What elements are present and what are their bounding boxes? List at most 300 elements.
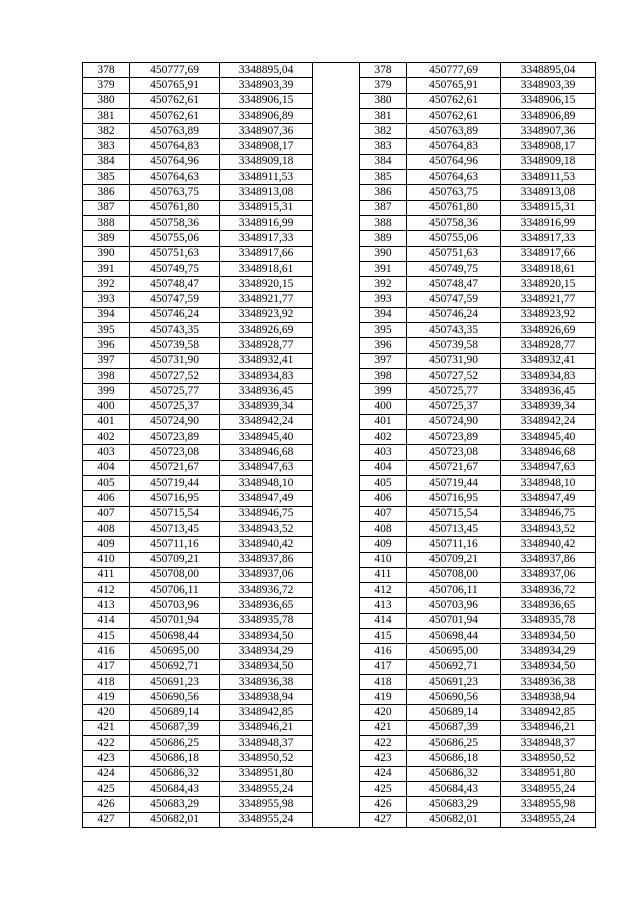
left-y-coordinate: 3348955,98	[220, 797, 313, 812]
left-x-coordinate: 450749,75	[130, 261, 220, 276]
left-point-number: 381	[83, 108, 130, 123]
table-row	[83, 231, 596, 246]
right-point-number: 417	[360, 659, 407, 674]
table-row	[83, 215, 596, 230]
right-x-coordinate: 450762,61	[407, 108, 501, 123]
left-y-coordinate: 3348936,38	[220, 674, 313, 689]
right-y-coordinate: 3348923,92	[501, 307, 596, 322]
left-point-number: 419	[83, 690, 130, 705]
left-x-coordinate: 450682,01	[130, 812, 220, 827]
left-y-coordinate: 3348937,06	[220, 567, 313, 582]
left-y-coordinate: 3348939,34	[220, 399, 313, 414]
column-gap	[313, 736, 360, 751]
left-x-coordinate: 450708,00	[130, 567, 220, 582]
right-x-coordinate: 450683,29	[407, 797, 501, 812]
left-y-coordinate: 3348936,45	[220, 384, 313, 399]
column-gap	[313, 368, 360, 383]
column-gap	[313, 659, 360, 674]
left-y-coordinate: 3348923,92	[220, 307, 313, 322]
left-y-coordinate: 3348946,68	[220, 445, 313, 460]
left-point-number: 427	[83, 812, 130, 827]
left-x-coordinate: 450755,06	[130, 231, 220, 246]
right-x-coordinate: 450713,45	[407, 521, 501, 536]
left-y-coordinate: 3348907,36	[220, 124, 313, 139]
table-row	[83, 185, 596, 200]
right-x-coordinate: 450701,94	[407, 613, 501, 628]
right-x-coordinate: 450690,56	[407, 690, 501, 705]
left-x-coordinate: 450683,29	[130, 797, 220, 812]
left-y-coordinate: 3348928,77	[220, 338, 313, 353]
right-point-number: 390	[360, 246, 407, 261]
left-point-number: 399	[83, 384, 130, 399]
left-x-coordinate: 450748,47	[130, 277, 220, 292]
right-y-coordinate: 3348950,52	[501, 751, 596, 766]
right-x-coordinate: 450739,58	[407, 338, 501, 353]
table-row	[83, 736, 596, 751]
column-gap	[313, 215, 360, 230]
right-point-number: 383	[360, 139, 407, 154]
table-row	[83, 93, 596, 108]
column-gap	[313, 384, 360, 399]
right-y-coordinate: 3348921,77	[501, 292, 596, 307]
left-x-coordinate: 450689,14	[130, 705, 220, 720]
right-y-coordinate: 3348948,10	[501, 476, 596, 491]
table-row	[83, 598, 596, 613]
column-gap	[313, 476, 360, 491]
right-y-coordinate: 3348935,78	[501, 613, 596, 628]
right-x-coordinate: 450709,21	[407, 552, 501, 567]
right-y-coordinate: 3348934,50	[501, 628, 596, 643]
left-point-number: 389	[83, 231, 130, 246]
right-x-coordinate: 450686,18	[407, 751, 501, 766]
table-row	[83, 674, 596, 689]
table-row	[83, 766, 596, 781]
left-y-coordinate: 3348934,50	[220, 628, 313, 643]
right-point-number: 410	[360, 552, 407, 567]
left-y-coordinate: 3348940,42	[220, 537, 313, 552]
right-x-coordinate: 450703,96	[407, 598, 501, 613]
right-point-number: 418	[360, 674, 407, 689]
right-x-coordinate: 450691,23	[407, 674, 501, 689]
table-row	[83, 200, 596, 215]
table-row	[83, 323, 596, 338]
right-point-number: 395	[360, 323, 407, 338]
table-row	[83, 491, 596, 506]
right-point-number: 414	[360, 613, 407, 628]
table-row	[83, 292, 596, 307]
table-row	[83, 430, 596, 445]
right-point-number: 393	[360, 292, 407, 307]
right-x-coordinate: 450692,71	[407, 659, 501, 674]
right-point-number: 394	[360, 307, 407, 322]
table-row	[83, 567, 596, 582]
column-gap	[313, 552, 360, 567]
left-x-coordinate: 450684,43	[130, 781, 220, 796]
table-row	[83, 690, 596, 705]
left-x-coordinate: 450777,69	[130, 63, 220, 78]
right-x-coordinate: 450764,83	[407, 139, 501, 154]
right-point-number: 409	[360, 537, 407, 552]
right-x-coordinate: 450711,16	[407, 537, 501, 552]
right-x-coordinate: 450761,80	[407, 200, 501, 215]
right-point-number: 391	[360, 261, 407, 276]
left-point-number: 425	[83, 781, 130, 796]
left-point-number: 390	[83, 246, 130, 261]
table-row	[83, 445, 596, 460]
left-point-number: 380	[83, 93, 130, 108]
right-y-coordinate: 3348915,31	[501, 200, 596, 215]
right-y-coordinate: 3348917,66	[501, 246, 596, 261]
right-point-number: 425	[360, 781, 407, 796]
column-gap	[313, 628, 360, 643]
right-y-coordinate: 3348932,41	[501, 353, 596, 368]
left-x-coordinate: 450746,24	[130, 307, 220, 322]
left-y-coordinate: 3348946,21	[220, 720, 313, 735]
left-x-coordinate: 450721,67	[130, 460, 220, 475]
left-y-coordinate: 3348934,29	[220, 644, 313, 659]
left-point-number: 420	[83, 705, 130, 720]
left-point-number: 391	[83, 261, 130, 276]
right-x-coordinate: 450719,44	[407, 476, 501, 491]
left-y-coordinate: 3348936,65	[220, 598, 313, 613]
column-gap	[313, 598, 360, 613]
column-gap	[313, 231, 360, 246]
right-point-number: 422	[360, 736, 407, 751]
left-point-number: 393	[83, 292, 130, 307]
right-point-number: 401	[360, 414, 407, 429]
left-x-coordinate: 450686,18	[130, 751, 220, 766]
left-x-coordinate: 450711,16	[130, 537, 220, 552]
column-gap	[313, 277, 360, 292]
right-y-coordinate: 3348918,61	[501, 261, 596, 276]
right-y-coordinate: 3348916,99	[501, 215, 596, 230]
right-point-number: 419	[360, 690, 407, 705]
right-point-number: 402	[360, 430, 407, 445]
table-row	[83, 261, 596, 276]
table-row	[83, 537, 596, 552]
left-y-coordinate: 3348948,10	[220, 476, 313, 491]
right-x-coordinate: 450721,67	[407, 460, 501, 475]
right-y-coordinate: 3348928,77	[501, 338, 596, 353]
column-gap	[313, 139, 360, 154]
right-x-coordinate: 450686,32	[407, 766, 501, 781]
right-point-number: 413	[360, 598, 407, 613]
right-x-coordinate: 450689,14	[407, 705, 501, 720]
right-point-number: 397	[360, 353, 407, 368]
left-x-coordinate: 450686,25	[130, 736, 220, 751]
right-y-coordinate: 3348936,65	[501, 598, 596, 613]
left-x-coordinate: 450739,58	[130, 338, 220, 353]
right-x-coordinate: 450764,96	[407, 154, 501, 169]
left-point-number: 405	[83, 476, 130, 491]
left-x-coordinate: 450686,32	[130, 766, 220, 781]
column-gap	[313, 491, 360, 506]
column-gap	[313, 674, 360, 689]
table-row	[83, 812, 596, 827]
left-y-coordinate: 3348945,40	[220, 430, 313, 445]
left-point-number: 402	[83, 430, 130, 445]
left-x-coordinate: 450763,75	[130, 185, 220, 200]
left-y-coordinate: 3348950,52	[220, 751, 313, 766]
left-y-coordinate: 3348934,50	[220, 659, 313, 674]
table-row	[83, 384, 596, 399]
left-x-coordinate: 450762,61	[130, 108, 220, 123]
table-row	[83, 720, 596, 735]
left-y-coordinate: 3348934,83	[220, 368, 313, 383]
left-point-number: 414	[83, 613, 130, 628]
left-y-coordinate: 3348926,69	[220, 323, 313, 338]
right-x-coordinate: 450708,00	[407, 567, 501, 582]
table-row	[83, 338, 596, 353]
right-point-number: 412	[360, 583, 407, 598]
column-gap	[313, 93, 360, 108]
right-point-number: 384	[360, 154, 407, 169]
left-point-number: 406	[83, 491, 130, 506]
right-y-coordinate: 3348955,98	[501, 797, 596, 812]
left-y-coordinate: 3348938,94	[220, 690, 313, 705]
right-x-coordinate: 450763,89	[407, 124, 501, 139]
column-gap	[313, 766, 360, 781]
right-point-number: 398	[360, 368, 407, 383]
right-x-coordinate: 450706,11	[407, 583, 501, 598]
left-x-coordinate: 450690,56	[130, 690, 220, 705]
right-y-coordinate: 3348913,08	[501, 185, 596, 200]
left-x-coordinate: 450764,63	[130, 170, 220, 185]
left-y-coordinate: 3348913,08	[220, 185, 313, 200]
left-y-coordinate: 3348935,78	[220, 613, 313, 628]
left-y-coordinate: 3348947,63	[220, 460, 313, 475]
right-y-coordinate: 3348946,68	[501, 445, 596, 460]
table-row	[83, 353, 596, 368]
right-y-coordinate: 3348939,34	[501, 399, 596, 414]
column-gap	[313, 781, 360, 796]
column-gap	[313, 63, 360, 78]
left-point-number: 397	[83, 353, 130, 368]
right-y-coordinate: 3348909,18	[501, 154, 596, 169]
right-y-coordinate: 3348947,63	[501, 460, 596, 475]
left-point-number: 417	[83, 659, 130, 674]
column-gap	[313, 338, 360, 353]
right-y-coordinate: 3348920,15	[501, 277, 596, 292]
left-x-coordinate: 450765,91	[130, 78, 220, 93]
column-gap	[313, 690, 360, 705]
left-x-coordinate: 450701,94	[130, 613, 220, 628]
right-point-number: 407	[360, 506, 407, 521]
right-point-number: 379	[360, 78, 407, 93]
left-x-coordinate: 450706,11	[130, 583, 220, 598]
right-point-number: 382	[360, 124, 407, 139]
left-y-coordinate: 3348917,33	[220, 231, 313, 246]
right-y-coordinate: 3348908,17	[501, 139, 596, 154]
column-gap	[313, 353, 360, 368]
left-x-coordinate: 450758,36	[130, 215, 220, 230]
table-row	[83, 368, 596, 383]
left-x-coordinate: 450716,95	[130, 491, 220, 506]
left-x-coordinate: 450692,71	[130, 659, 220, 674]
right-point-number: 423	[360, 751, 407, 766]
left-point-number: 407	[83, 506, 130, 521]
left-y-coordinate: 3348951,80	[220, 766, 313, 781]
right-x-coordinate: 450749,75	[407, 261, 501, 276]
left-point-number: 413	[83, 598, 130, 613]
right-y-coordinate: 3348948,37	[501, 736, 596, 751]
table-row	[83, 705, 596, 720]
left-x-coordinate: 450723,89	[130, 430, 220, 445]
left-x-coordinate: 450764,83	[130, 139, 220, 154]
left-y-coordinate: 3348908,17	[220, 139, 313, 154]
table-row	[83, 414, 596, 429]
left-point-number: 404	[83, 460, 130, 475]
left-y-coordinate: 3348942,85	[220, 705, 313, 720]
right-y-coordinate: 3348955,24	[501, 812, 596, 827]
left-point-number: 410	[83, 552, 130, 567]
left-x-coordinate: 450691,23	[130, 674, 220, 689]
right-x-coordinate: 450743,35	[407, 323, 501, 338]
right-x-coordinate: 450755,06	[407, 231, 501, 246]
right-point-number: 400	[360, 399, 407, 414]
column-gap	[313, 430, 360, 445]
table-row	[83, 781, 596, 796]
right-x-coordinate: 450715,54	[407, 506, 501, 521]
column-gap	[313, 200, 360, 215]
left-point-number: 403	[83, 445, 130, 460]
table-row	[83, 628, 596, 643]
right-y-coordinate: 3348940,42	[501, 537, 596, 552]
right-y-coordinate: 3348934,29	[501, 644, 596, 659]
left-x-coordinate: 450713,45	[130, 521, 220, 536]
left-y-coordinate: 3348955,24	[220, 812, 313, 827]
table-row	[83, 552, 596, 567]
right-x-coordinate: 450777,69	[407, 63, 501, 78]
table-row	[83, 246, 596, 261]
right-y-coordinate: 3348943,52	[501, 521, 596, 536]
right-point-number: 421	[360, 720, 407, 735]
coordinates-table	[82, 62, 596, 828]
column-gap	[313, 261, 360, 276]
right-y-coordinate: 3348942,85	[501, 705, 596, 720]
right-x-coordinate: 450682,01	[407, 812, 501, 827]
column-gap	[313, 567, 360, 582]
right-point-number: 378	[360, 63, 407, 78]
right-x-coordinate: 450764,63	[407, 170, 501, 185]
left-x-coordinate: 450727,52	[130, 368, 220, 383]
left-point-number: 395	[83, 323, 130, 338]
column-gap	[313, 797, 360, 812]
right-point-number: 386	[360, 185, 407, 200]
column-gap	[313, 460, 360, 475]
left-point-number: 392	[83, 277, 130, 292]
left-y-coordinate: 3348920,15	[220, 277, 313, 292]
right-x-coordinate: 450724,90	[407, 414, 501, 429]
column-gap	[313, 414, 360, 429]
right-x-coordinate: 450763,75	[407, 185, 501, 200]
column-gap	[313, 537, 360, 552]
left-x-coordinate: 450725,77	[130, 384, 220, 399]
left-x-coordinate: 450761,80	[130, 200, 220, 215]
right-x-coordinate: 450748,47	[407, 277, 501, 292]
right-point-number: 420	[360, 705, 407, 720]
right-point-number: 396	[360, 338, 407, 353]
right-x-coordinate: 450731,90	[407, 353, 501, 368]
left-point-number: 415	[83, 628, 130, 643]
column-gap	[313, 705, 360, 720]
left-y-coordinate: 3348947,49	[220, 491, 313, 506]
column-gap	[313, 613, 360, 628]
right-x-coordinate: 450747,59	[407, 292, 501, 307]
left-point-number: 409	[83, 537, 130, 552]
right-x-coordinate: 450762,61	[407, 93, 501, 108]
left-y-coordinate: 3348936,72	[220, 583, 313, 598]
left-point-number: 423	[83, 751, 130, 766]
right-point-number: 415	[360, 628, 407, 643]
column-gap	[313, 154, 360, 169]
right-point-number: 381	[360, 108, 407, 123]
left-y-coordinate: 3348921,77	[220, 292, 313, 307]
right-x-coordinate: 450723,08	[407, 445, 501, 460]
left-point-number: 387	[83, 200, 130, 215]
left-y-coordinate: 3348903,39	[220, 78, 313, 93]
right-y-coordinate: 3348942,24	[501, 414, 596, 429]
left-y-coordinate: 3348946,75	[220, 506, 313, 521]
right-y-coordinate: 3348936,45	[501, 384, 596, 399]
table-row	[83, 583, 596, 598]
right-y-coordinate: 3348946,75	[501, 506, 596, 521]
left-point-number: 379	[83, 78, 130, 93]
left-point-number: 401	[83, 414, 130, 429]
left-point-number: 424	[83, 766, 130, 781]
left-point-number: 412	[83, 583, 130, 598]
right-y-coordinate: 3348926,69	[501, 323, 596, 338]
right-x-coordinate: 450765,91	[407, 78, 501, 93]
left-x-coordinate: 450763,89	[130, 124, 220, 139]
left-y-coordinate: 3348911,53	[220, 170, 313, 185]
right-y-coordinate: 3348938,94	[501, 690, 596, 705]
column-gap	[313, 170, 360, 185]
column-gap	[313, 246, 360, 261]
table-row	[83, 476, 596, 491]
right-point-number: 388	[360, 215, 407, 230]
right-x-coordinate: 450695,00	[407, 644, 501, 659]
left-point-number: 386	[83, 185, 130, 200]
table-row	[83, 124, 596, 139]
right-y-coordinate: 3348895,04	[501, 63, 596, 78]
right-y-coordinate: 3348917,33	[501, 231, 596, 246]
right-y-coordinate: 3348946,21	[501, 720, 596, 735]
right-x-coordinate: 450751,63	[407, 246, 501, 261]
left-point-number: 382	[83, 124, 130, 139]
left-y-coordinate: 3348915,31	[220, 200, 313, 215]
right-x-coordinate: 450746,24	[407, 307, 501, 322]
right-y-coordinate: 3348936,72	[501, 583, 596, 598]
table-row	[83, 399, 596, 414]
left-x-coordinate: 450695,00	[130, 644, 220, 659]
right-y-coordinate: 3348934,83	[501, 368, 596, 383]
column-gap	[313, 506, 360, 521]
left-x-coordinate: 450719,44	[130, 476, 220, 491]
left-y-coordinate: 3348942,24	[220, 414, 313, 429]
right-y-coordinate: 3348906,15	[501, 93, 596, 108]
left-point-number: 394	[83, 307, 130, 322]
left-point-number: 411	[83, 567, 130, 582]
table-row	[83, 751, 596, 766]
table-row	[83, 63, 596, 78]
right-y-coordinate: 3348947,49	[501, 491, 596, 506]
left-y-coordinate: 3348917,66	[220, 246, 313, 261]
left-point-number: 396	[83, 338, 130, 353]
column-gap	[313, 644, 360, 659]
coordinates-table-body	[83, 63, 596, 828]
column-gap	[313, 78, 360, 93]
